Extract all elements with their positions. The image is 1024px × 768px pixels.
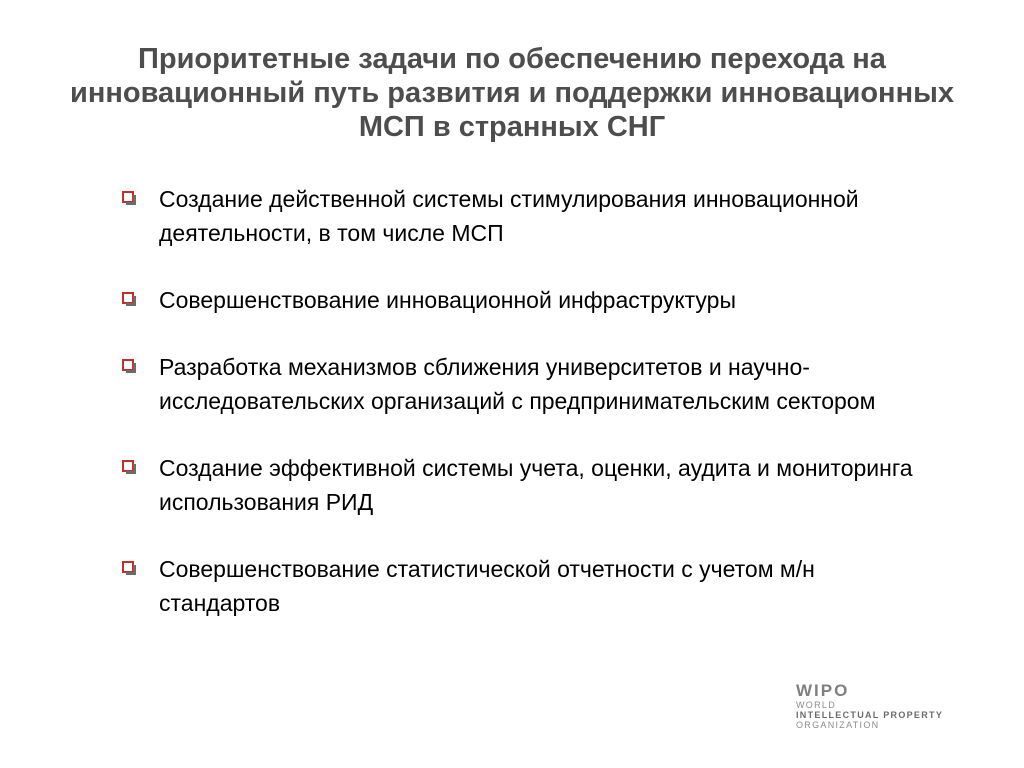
- list-item-text: Совершенствование инновационной инфраструктуры: [159, 287, 736, 313]
- logo-line-organization: ORGANIZATION: [796, 720, 880, 730]
- list-item: [122, 182, 922, 250]
- checkbox-square-icon: [122, 561, 137, 576]
- list-item: [122, 451, 922, 519]
- checkbox-square-icon: [122, 359, 137, 374]
- list-item-text: Создание эффективной системы учета, оценки, аудита и мониторинга использования РИД: [159, 455, 913, 515]
- list-item-text: Создание действенной системы стимулирования инновационной деятельности, в том числе МСП: [159, 186, 859, 246]
- wipo-logo: [796, 682, 996, 734]
- slide-title: Приоритетные задачи по обеспечению перехода на инновационный путь развития и поддержки инновационных МСП в странных СНГ: [70, 43, 954, 143]
- logo-line-intellectual-property: INTELLECTUAL PROPERTY: [796, 710, 944, 720]
- checkbox-square-icon: [122, 292, 137, 307]
- checkbox-square-icon: [122, 460, 137, 475]
- logo-line-world: WORLD: [796, 700, 836, 710]
- list-item: [122, 552, 922, 620]
- logo-wordmark: WIPO: [796, 681, 850, 700]
- priority-task-list: [122, 182, 922, 653]
- list-item-text: Совершенствование статистической отчетности с учетом м/н стандартов: [159, 556, 815, 616]
- list-item: [122, 283, 922, 317]
- checkbox-square-icon: [122, 191, 137, 206]
- list-item: [122, 350, 922, 418]
- list-item-text: Разработка механизмов сближения университетов и научно-исследовательских организаций с предпринимательским сектором: [159, 354, 876, 414]
